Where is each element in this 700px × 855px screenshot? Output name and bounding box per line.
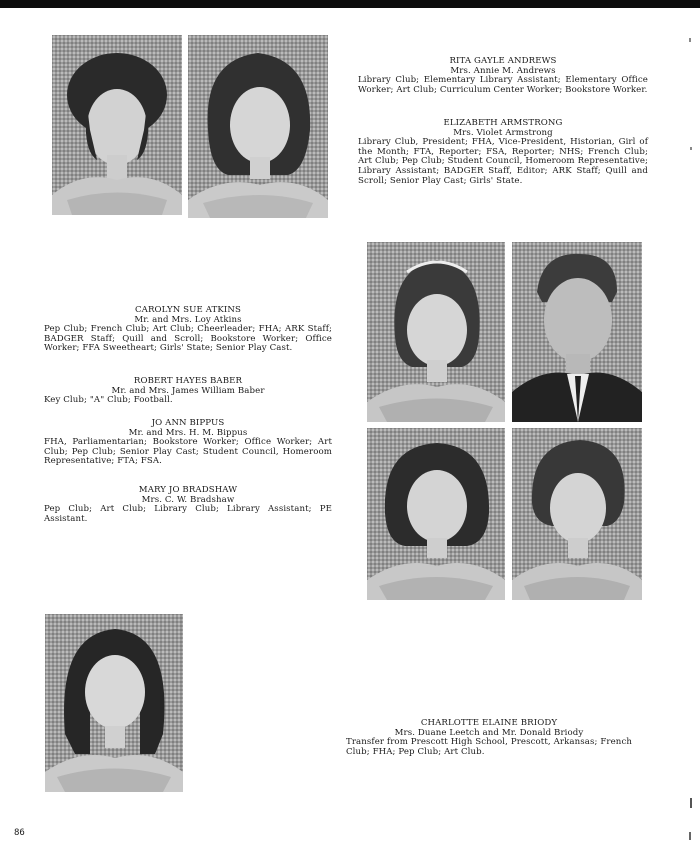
portrait-photo-icon	[52, 35, 182, 215]
portrait-photo-icon	[367, 428, 505, 600]
student-entry	[346, 719, 632, 757]
portrait-rita-andrews	[52, 35, 182, 215]
student-name: CHARLOTTE ELAINE BRIODY	[420, 718, 558, 728]
scan-speck	[689, 38, 691, 42]
student-activities: Library Club, President; FHA, Vice-President, Historian, Girl of the Month; FTA, Reporter; FSA, Reporter; NHS; French Club; Art Club; Pep Club; Student Council, Homeroom Representative; Library Assistant; BADGER Staff, Editor; ARK Staff; Quill and Scroll; Senior Play Cast; Girls' State.	[358, 137, 648, 186]
scan-speck	[689, 832, 691, 840]
portrait-photo-icon	[512, 242, 642, 422]
portrait-mary-jo-bradshaw	[512, 428, 642, 600]
scan-speck	[690, 147, 692, 150]
portrait-charlotte-briody	[45, 614, 183, 792]
student-parents: Mr. and Mrs. James William Baber	[111, 385, 265, 396]
student-name: CAROLYN SUE ATKINS	[134, 305, 241, 315]
student-parents: Mrs. Violet Armstrong	[453, 127, 553, 138]
student-parents: Mrs. Duane Leetch and Mr. Donald Briody	[394, 727, 584, 738]
student-entry	[44, 306, 332, 354]
portrait-jo-ann-bippus	[367, 428, 505, 600]
student-activities: Pep Club; French Club; Art Club; Cheerleader; FHA; ARK Staff; BADGER Staff; Quill and Scroll; Bookstore Worker; Office Worker; FFA Sweetheart; Girls' State; Senior Play Cast.	[44, 324, 332, 354]
student-name: JO ANN BIPPUS	[151, 418, 225, 428]
student-parents: Mr. and Mrs. Loy Atkins	[134, 314, 242, 325]
page-number: 86	[14, 828, 25, 838]
student-name: ROBERT HAYES BABER	[133, 376, 243, 386]
student-name: ELIZABETH ARMSTRONG	[443, 118, 563, 128]
student-activities: FHA, Parliamentarian; Bookstore Worker; Office Worker; Art Club; Pep Club; Senior Play Cast; Student Council, Homeroom Representative; FTA; FSA.	[44, 437, 332, 467]
portrait-photo-icon	[512, 428, 642, 600]
portrait-robert-baber	[512, 242, 642, 422]
portrait-carolyn-atkins	[367, 242, 505, 422]
student-entry	[44, 419, 332, 467]
student-name: RITA GAYLE ANDREWS	[449, 56, 557, 66]
scan-speck	[690, 798, 692, 808]
student-activities: Key Club; "A" Club; Football.	[44, 395, 173, 406]
portrait-photo-icon	[45, 614, 183, 792]
student-parents: Mrs. Annie M. Andrews	[450, 65, 556, 76]
student-activities: Transfer from Prescott High School, Prescott, Arkansas; French Club; FHA; Pep Club; Art Club.	[346, 737, 632, 757]
student-name: MARY JO BRADSHAW	[138, 485, 238, 495]
student-activities: Library Club; Elementary Library Assistant; Elementary Office Worker; Art Club; Curriculum Center Worker; Bookstore Worker.	[358, 75, 648, 95]
student-activities: Pep Club; Art Club; Library Club; Library Assistant; PE Assistant.	[44, 504, 332, 524]
top-border	[0, 0, 700, 8]
student-parents: Mr. and Mrs. H. M. Bippus	[128, 427, 248, 438]
student-entry	[44, 377, 332, 406]
portrait-photo-icon	[188, 35, 328, 218]
student-entry	[44, 486, 332, 524]
portrait-photo-icon	[367, 242, 505, 422]
portrait-elizabeth-armstrong	[188, 35, 328, 218]
student-entry	[358, 119, 648, 186]
student-parents: Mrs. C. W. Bradshaw	[141, 494, 235, 505]
student-entry	[358, 57, 648, 95]
